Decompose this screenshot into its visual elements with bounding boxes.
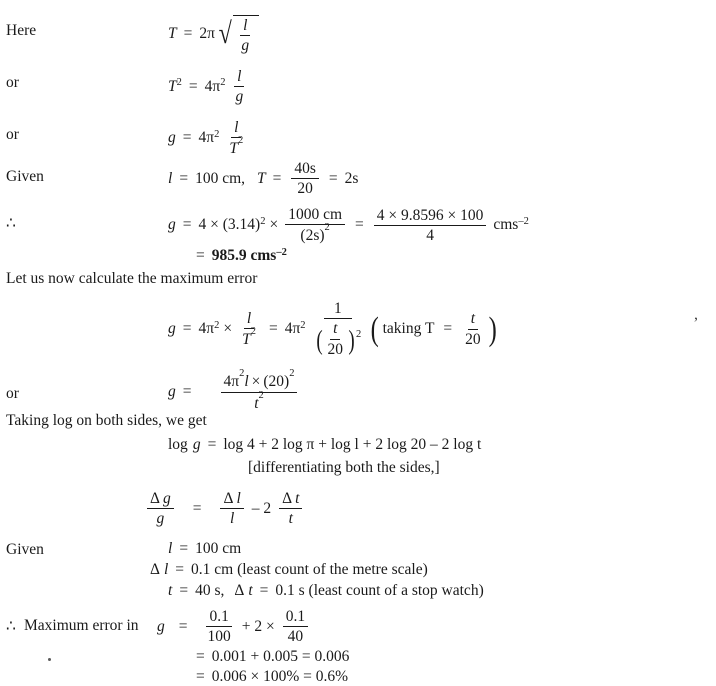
eq6-f1-den-exponent: 2 (250, 325, 256, 337)
fraction-40s-over-20 (291, 160, 319, 198)
equation-4 (168, 206, 529, 245)
equation-10 (157, 608, 311, 646)
eq3-denominator-exponent: 2 (237, 135, 244, 147)
equation-5 (196, 247, 287, 265)
eq2-coefficient-exponent: 2 (220, 77, 226, 89)
equation-3 (168, 119, 249, 158)
given1-denominator: 20 (297, 180, 313, 198)
therefore-symbol-1: ∴ (6, 215, 16, 232)
eq8-log: log (168, 436, 188, 453)
eq6-f2-den-num: t (330, 320, 340, 339)
eq5-value-exponent: –2 (276, 246, 287, 258)
eq9-minus-two: – 2 (251, 499, 272, 517)
eq4-term1-exponent: 2 (260, 215, 266, 227)
label-or-1: or (6, 74, 19, 91)
eq1-equals: = (183, 24, 193, 42)
sqrt-body (233, 15, 259, 55)
eq2-denominator: g (235, 88, 244, 106)
eq4-unit: cms (493, 216, 519, 234)
fraction-result (374, 207, 487, 245)
eq4-equals-2: = (355, 216, 364, 234)
eq7-lhs: g (168, 383, 176, 401)
given3-delta: Δ (150, 561, 160, 578)
equation-11 (196, 648, 349, 666)
given4-equals: = (179, 582, 189, 599)
equation-given-1 (168, 160, 358, 198)
eq9-f3-t: t (295, 490, 300, 507)
eq9-f2-delta: Δ (223, 490, 234, 507)
label-given-2: Given (6, 541, 44, 558)
eq6-f1-den-symbol: T (242, 331, 251, 349)
therefore-symbol-2: ∴ (6, 618, 16, 635)
eq5-value: 985.9 cms (211, 247, 277, 264)
eq6-coefficient: 4π (198, 320, 215, 338)
eq6-equals-2: = (268, 320, 278, 338)
eq7-den-symbol: t (254, 394, 259, 412)
eq10-plus: + 2 × (241, 617, 275, 635)
eq9-equals: = (192, 499, 202, 517)
fraction-0.1-over-40 (283, 608, 308, 646)
eq9-f1-g: g (162, 490, 171, 507)
given1-result: 2s (344, 169, 359, 187)
eq6-times-1: × (223, 320, 233, 338)
eq1-lhs: T (168, 24, 177, 42)
eq4-f1-den-text: (2s) (300, 227, 325, 245)
eq12-equals: = (196, 668, 205, 685)
given3-l-symbol: l (163, 561, 169, 578)
big-left-paren-icon: ( (370, 311, 380, 349)
fraction-t-over-20-b (462, 310, 484, 348)
eq8-rhs: log 4 + 2 log π + log l + 2 log 20 – 2 log t (223, 436, 482, 453)
eq5-equals: = (196, 247, 205, 264)
equation-given-2 (168, 540, 241, 558)
given4-value-2: 0.1 s (least count of a stop watch) (275, 582, 484, 599)
eq4-unit-exponent: –2 (518, 215, 529, 227)
fraction-4pi2l20sq-over-t2 (221, 368, 298, 412)
eq4-f1-numerator: 1000 cm (285, 206, 345, 225)
fraction-0.1-over-100 (205, 608, 234, 646)
eq9-f1-denominator: g (156, 510, 165, 528)
eq3-coefficient: 4π (198, 129, 215, 147)
eq2-lhs-exponent: 2 (176, 77, 182, 89)
eq3-lhs: g (168, 129, 176, 147)
fraction-delta-g-over-g (147, 490, 174, 528)
eq6-paren-numerator: t (468, 310, 478, 329)
eq10-f2-numerator: 0.1 (283, 608, 308, 627)
eq1-numerator: l (240, 17, 250, 36)
equation-8 (168, 436, 481, 454)
eq7-equals: = (182, 383, 192, 401)
eq9-f2-l: l (236, 490, 241, 507)
fraction-delta-l-over-l (220, 490, 243, 528)
eq7-num-b: l (244, 373, 249, 391)
given4-equals-2: = (259, 582, 269, 599)
label-here: Here (6, 22, 37, 39)
given3-value: 0.1 cm (least count of the metre scale) (191, 561, 428, 578)
eq6-lhs: g (168, 320, 176, 338)
big-right-paren-icon: ) (488, 311, 497, 349)
eq7-denominator (251, 389, 267, 413)
eq10-equals: = (178, 617, 188, 635)
eq3-numerator: l (231, 119, 241, 138)
eq7-num-a-exponent: 2 (239, 368, 245, 379)
eq6-taking-text: taking T (382, 320, 435, 338)
eq7-num-c: (20) (263, 373, 290, 391)
eq6-coefficient-2: 4π (284, 320, 301, 338)
eq6-equals: = (182, 320, 192, 338)
text-let-us-calculate: Let us now calculate the maximum error (6, 270, 258, 287)
given2-value: 100 cm (195, 540, 242, 557)
eq6-taking-equals: = (443, 320, 453, 338)
given2-equals: = (179, 540, 189, 557)
given4-delta: Δ (234, 582, 245, 599)
label-given-1: Given (6, 168, 44, 185)
eq6-f2-den-den: 20 (327, 340, 344, 358)
sqrt-group (217, 13, 259, 55)
text-differentiating: [differentiating both the sides,] (248, 459, 440, 476)
eq2-coefficient: 4π (204, 77, 221, 95)
eq8-equals: = (207, 436, 217, 453)
eq1-coefficient: 2π (199, 24, 215, 42)
eq9-f2-denominator: l (229, 510, 235, 528)
label-or-3: or (6, 385, 19, 402)
eq4-f1-den-exponent: 2 (324, 222, 330, 234)
given4-t-symbol-2: t (248, 582, 253, 599)
eq9-f1-numerator (147, 490, 174, 509)
eq6-f2-den-exponent: 2 (356, 329, 362, 341)
eq6-paren-denominator: 20 (465, 330, 481, 348)
given1-l-symbol: l (168, 169, 173, 187)
given1-equals-2: = (272, 169, 282, 187)
radical-icon: √ (218, 16, 232, 50)
eq4-f2-numerator: 4 × 9.8596 × 100 (374, 207, 487, 226)
eq6-f1-denominator (239, 325, 259, 349)
eq1-denominator: g (241, 37, 250, 55)
eq8-g-symbol: g (192, 436, 201, 453)
equation-given-4 (168, 582, 484, 600)
eq10-g-symbol: g (157, 617, 165, 635)
eq3-equals: = (182, 129, 192, 147)
equation-7 (168, 368, 300, 412)
eq4-term1: 4 × (3.14) (198, 216, 261, 234)
eq4-times: × (269, 216, 279, 234)
fraction-delta-t-over-t (279, 490, 302, 528)
given3-equals: = (175, 561, 185, 578)
eq9-f3-numerator (279, 490, 302, 509)
eq4-f1-denominator (297, 222, 332, 245)
eq10-f1-denominator: 100 (207, 628, 231, 646)
eq2-equals: = (188, 77, 198, 95)
given2-l-symbol: l (168, 540, 173, 557)
eq6-f2-denominator (312, 319, 365, 358)
eq7-num-a: 4π (223, 373, 240, 391)
given4-t-symbol: t (168, 582, 173, 599)
eq9-f3-delta: Δ (282, 490, 293, 507)
eq6-coefficient-exponent: 2 (214, 319, 220, 331)
eq2-lhs: T (168, 77, 177, 95)
eq9-f2-numerator (220, 490, 243, 509)
stray-comma-mark: , (694, 306, 698, 323)
eq12-value: 0.006 × 100% = 0.6% (211, 668, 349, 685)
right-paren-icon: ) (348, 324, 355, 355)
eq2-numerator: l (234, 68, 244, 87)
equation-6 (168, 300, 498, 358)
eq4-equals: = (182, 216, 192, 234)
given1-equals-3: = (328, 169, 338, 187)
eq10-f1-numerator: 0.1 (206, 608, 231, 627)
eq6-f1-numerator: l (244, 310, 254, 329)
fraction-1000cm-over-2s2 (285, 206, 345, 245)
fraction-l-over-g (238, 17, 252, 55)
eq3-denominator-symbol: T (229, 140, 238, 158)
eq4-f2-denominator: 4 (426, 226, 434, 244)
eq3-coefficient-exponent: 2 (214, 128, 220, 140)
given1-l-value: 100 cm, (195, 169, 245, 187)
eq9-f3-denominator: t (288, 510, 293, 528)
equation-9 (144, 490, 305, 528)
eq10-f2-denominator: 40 (287, 628, 304, 646)
eq7-num-times: × (251, 373, 261, 391)
given1-numerator: 40s (291, 160, 319, 179)
given1-equals-1: = (179, 169, 189, 187)
equation-1 (168, 13, 259, 55)
eq4-lhs: g (168, 216, 176, 234)
eq6-coefficient-2-exponent: 2 (300, 319, 306, 331)
text-taking-log: Taking log on both sides, we get (6, 412, 207, 429)
fraction-l-over-T2-b (239, 310, 259, 349)
fraction-1-over-t20-squared (312, 300, 365, 358)
label-or-2: or (6, 126, 19, 143)
inner-fraction-t-over-20 (325, 320, 347, 358)
eq7-num-c-exponent: 2 (289, 368, 295, 379)
fraction-l-over-g-2 (232, 68, 246, 106)
equation-2 (168, 68, 249, 106)
given4-value: 40 s, (195, 582, 225, 599)
eq6-f2-numerator: 1 (324, 300, 352, 319)
eq11-equals: = (196, 648, 205, 665)
text-maximum-error: Maximum error in (24, 617, 139, 634)
eq7-den-exponent: 2 (258, 389, 264, 401)
given1-T-symbol: T (257, 169, 266, 187)
eq9-f1-delta: Δ (150, 490, 160, 507)
eq11-value: 0.001 + 0.005 = 0.006 (211, 648, 350, 665)
left-paren-icon: ( (315, 324, 323, 355)
stray-dot-mark (48, 658, 51, 661)
equation-12 (196, 668, 348, 686)
equation-given-3 (150, 561, 428, 579)
eq6-taking-group (369, 310, 498, 348)
fraction-l-over-T2 (226, 119, 246, 158)
eq3-denominator (226, 135, 246, 158)
